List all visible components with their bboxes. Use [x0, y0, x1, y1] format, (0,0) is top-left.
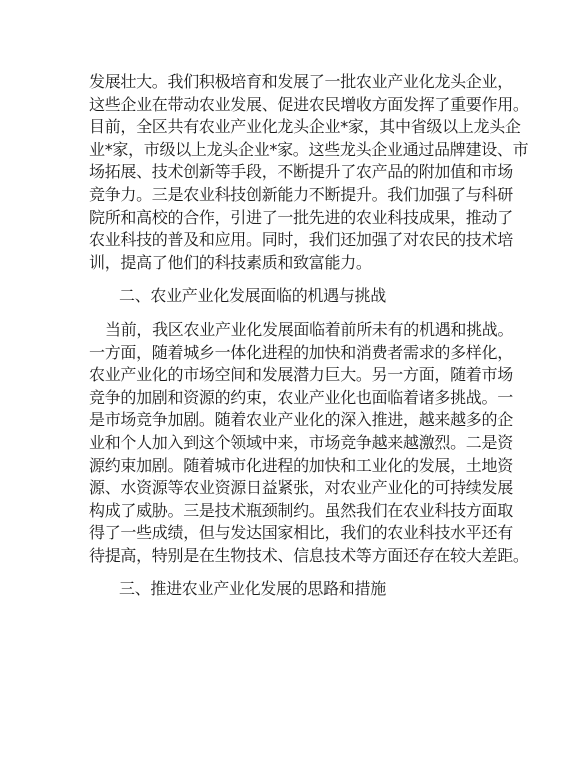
text-line: 源约束加剧。随着城市化进程的加快和工业化的发展，土地资: [89, 455, 513, 475]
text-line: 竞争力。三是农业科技创新能力不断提升。我们加强了与科研: [89, 184, 513, 204]
text-line: 场拓展、技术创新等手段，不断提升了农产品的附加值和市场: [89, 162, 513, 182]
text-line: 待提高，特别是在生物技术、信息技术等方面还存在较大差距。: [89, 545, 529, 565]
text-line: 当前，我区农业产业化发展面临着前所未有的机遇和挑战。: [105, 319, 514, 339]
text-line: 发展壮大。我们积极培育和发展了一批农业产业化龙头企业，: [89, 72, 513, 91]
text-line: 是市场竞争加剧。随着农业产业化的深入推进，越来越多的企: [89, 410, 513, 430]
text-line: 源、水资源等农业资源日益紧张，对农业产业化的可持续发展: [89, 478, 513, 498]
text-line: 这些企业在带动农业发展、促进农民增收方面发挥了重要作用。: [89, 94, 529, 114]
text-line: 业*家，市级以上龙头企业*家。这些龙头企业通过品牌建设、市: [89, 139, 529, 159]
text-line: 业和个人加入到这个领域中来，市场竞争越来越激烈。二是资: [89, 432, 513, 452]
text-line: 院所和高校的合作，引进了一批先进的农业科技成果，推动了: [89, 207, 513, 227]
text-line: 构成了威胁。三是技术瓶颈制约。虽然我们在农业科技方面取: [89, 500, 513, 520]
text-line: 一方面，随着城乡一体化进程的加快和消费者需求的多样化，: [89, 342, 513, 362]
text-line: 农业产业化的市场空间和发展潜力巨大。另一方面，随着市场: [89, 365, 513, 385]
paragraph-achievements: [89, 71, 529, 274]
text-line: 竞争的加剧和资源的约束，农业产业化也面临着诸多挑战。一: [89, 387, 513, 407]
document-body: [89, 71, 529, 612]
text-line: 目前，全区共有农业产业化龙头企业*家，其中省级以上龙头企: [89, 117, 521, 137]
text-line: 训，提高了他们的科技素质和致富能力。: [89, 252, 372, 272]
text-line: 得了一些成绩，但与发达国家相比，我们的农业科技水平还有: [89, 523, 513, 543]
section-heading-opportunities: 二、农业产业化发展面临的机遇与挑战: [119, 286, 386, 306]
text-line: 农业科技的普及和应用。同时，我们还加强了对农民的技术培: [89, 230, 513, 250]
section-heading-measures: 三、推进农业产业化发展的思路和措施: [119, 579, 386, 599]
paragraph-opportunities: [89, 319, 529, 568]
